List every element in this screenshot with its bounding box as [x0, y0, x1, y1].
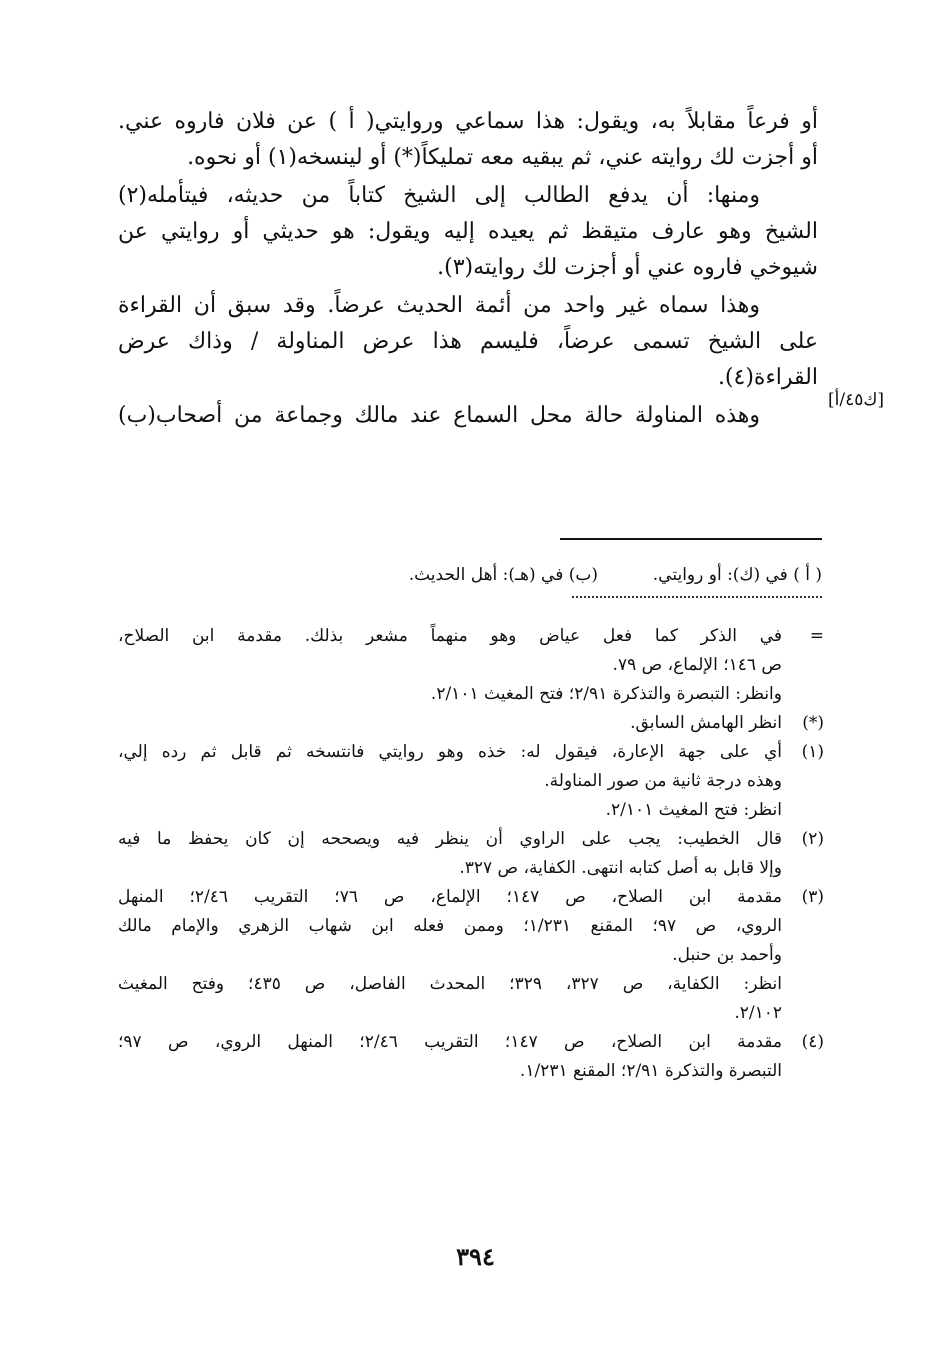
main-text: [118, 104, 818, 434]
footnotes: [118, 622, 824, 1086]
footnote-line: ص ١٤٦؛ الإلماع، ص ٧٩.: [612, 655, 782, 675]
footnote-separator: [560, 538, 822, 540]
variant-notes: [200, 560, 822, 590]
footnote-line: وأحمد بن حنبل.: [672, 945, 782, 965]
footnote-marker: =: [809, 626, 824, 646]
footnote-line: التبصرة والتذكرة ٢/٩١؛ المقنع ١/٢٣١.: [519, 1061, 782, 1081]
footnote-marker: (٤): [801, 1032, 824, 1052]
main-text-line: أو أجزت لك روايته عني، ثم يبقيه معه تمليكاً(*) أو لينسخه(١) أو نحوه.: [187, 145, 818, 170]
footnote-line: وانظر: التبصرة والتذكرة ٢/٩١؛ فتح المغيث ٢/١٠١.: [430, 684, 782, 704]
main-text-line: ومنها: أن يدفع الطالب إلى الشيخ كتاباً من حديثه، فيتأمله(٢): [118, 183, 760, 208]
main-text-line: الشيخ وهو عارف متيقظ ثم يعيده إليه ويقول: هو حديثي أو روايتي عن: [118, 219, 818, 244]
footnote-line: قال الخطيب: يجب على الراوي أن ينظر فيه ويصححه إن كان يحفظ ما فيه: [118, 829, 782, 849]
footnote-line: وهذه درجة ثانية من صور المناولة.: [544, 771, 782, 791]
main-text-line: على الشيخ تسمى عرضاً، فليسم هذا عرض المناولة / وذاك عرض: [118, 329, 818, 354]
footnote-line: وإلا قابل به أصل كتابه انتهى. الكفاية، ص ٣٢٧.: [459, 858, 782, 878]
dotted-separator: [572, 596, 822, 598]
variant-note-a: ( أ ) في (ك): أو روايتي.: [652, 565, 822, 585]
footnote-4: [118, 1028, 824, 1086]
variant-note-b: (ب) في (هـ): أهل الحديث.: [408, 565, 598, 585]
footnote-line: انظر الهامش السابق.: [630, 713, 782, 733]
main-text-line: وهذه المناولة حالة محل السماع عند مالك وجماعة من أصحاب(ب): [118, 403, 760, 428]
footnote-line: انظر: الكفاية، ص ٣٢٧، ٣٢٩؛ المحدث الفاصل، ص ٤٣٥؛ وفتح المغيث: [118, 974, 782, 994]
footnote-line: الروي، ص ٩٧؛ المقنع ١/٢٣١؛ وممن فعله ابن شهاب الزهري والإمام مالك: [118, 916, 782, 936]
footnote-star: [118, 709, 824, 738]
main-text-line: وهذا سماه غير واحد من أئمة الحديث عرضاً. وقد سبق أن القراءة: [118, 293, 760, 318]
footnote-3: [118, 883, 824, 1028]
footnote-marker: (٣): [801, 887, 824, 907]
footnote-marker: (١): [801, 742, 824, 762]
footnote-line: في الذكر كما فعل عياض وهو منهماً مشعر بذلك. مقدمة ابن الصلاح،: [118, 626, 782, 646]
main-text-line: أو فرعاً مقابلاً به، ويقول: هذا سماعي وروايتي( أ ) عن فلان فاروه عني.: [118, 109, 818, 134]
footnote-marker: (٢): [801, 829, 824, 849]
footnote-line: مقدمة ابن الصلاح، ص ١٤٧؛ الإلماع، ص ٧٦؛ التقريب ٢/٤٦؛ المنهل: [118, 887, 782, 907]
footnote-line: أي على جهة الإعارة، فيقول له: خذه وهو روايتي فانتسخه ثم قابل ثم رده إلي،: [118, 742, 782, 762]
footnote-marker: (*): [802, 713, 824, 733]
footnote-continuation: [118, 622, 824, 709]
footnote-line: انظر: فتح المغيث ٢/١٠١.: [605, 800, 782, 820]
footnote-line: ٢/١٠٢.: [734, 1003, 782, 1023]
main-text-line: شيوخي فاروه عني أو أجزت لك روايته(٣).: [437, 255, 818, 280]
main-text-line: القراءة(٤).: [717, 365, 818, 390]
footnote-line: مقدمة ابن الصلاح، ص ١٤٧؛ التقريب ٢/٤٦؛ المنهل الروي، ص ٩٧؛: [118, 1032, 782, 1052]
footnote-2: [118, 825, 824, 883]
footnote-1: [118, 738, 824, 825]
manuscript-folio-reference: [ك٤٥/أ]: [828, 390, 885, 410]
page-number: ٣٩٤: [456, 1242, 495, 1271]
